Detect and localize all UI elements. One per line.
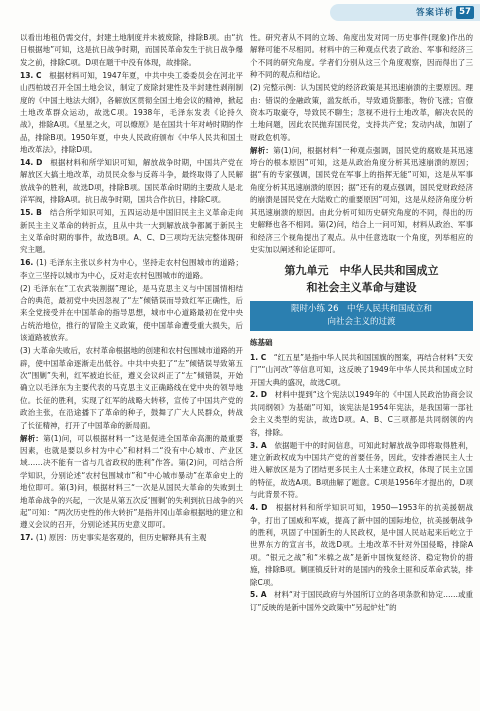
answer-text: 第(1)问，可以根据材料一“这是促进全国革命高潮的最重要因素，也就是要以乡村为中心”和材料二“没有中心城市、产业区域……决不能有一省与几省政权的胜利”作答。第(2)问，可结合所学知识，分别论述“农村包围城市”和“中心城市暴动”在革命史上的地位即可。第(3)问，根据材料三“一次是从国民大革命的失败到土地革命战争的兴起，一次是从第五次反‘围剿’的失利到抗日战争的兴起”可知：“两次历史性的伟大转折”是指井冈山革命根据地的建立和遵义会议的召开，分别论述其历史意义即可。 (20, 433, 244, 530)
question-number: 14. (20, 158, 37, 168)
answer-item (250, 352, 473, 389)
answer-text: 结合所学知识可知，五四运动是中国旧民主主义革命走向新民主主义革命的转折点，且从中共一大到解放战争都属于新民主主义革命时期的事件，故选B项。A、C、D三项均无法完整体现研究主题。 (20, 208, 244, 255)
answer-text: 材料中提到“这个宪法以1949年的《中国人民政治协商会议共同纲领》为基础”可知，该宪法是1954年宪法，是我国第一部社会主义类型的宪法，故选D项。A、B、C三项都是共同纲领的内容，排除。 (250, 390, 473, 437)
question-number: 4. (250, 503, 262, 513)
answer-item (250, 389, 473, 439)
answer-item (20, 157, 243, 207)
quiz-banner-line2: 向社会主义的过渡 (327, 317, 396, 328)
answer-text: (3) 大革命失败后，农村革命根据地的创建和农村包围城市道路的开辟，使中国革命逐渐走出低谷。中共中央犯了“左”倾错误导致第五次“围剿”失利，红军被迫长征，遵义会议纠正了“左”倾错误，开始确立以毛泽东为主要代表的马克思主义正确路线在党中央的领导地位。长征的胜利，实现了红军的战略大转移，宣传了中国共产党的政治主张，在沿途播下了革命的种子，鼓舞了广大人民群众，转战了长征精神，打开了中国革命的新局面。 (20, 346, 244, 430)
answer-text: 以看出地租仍需交付，封建土地制度并未被废除，排除B项。由“抗日根据地”可知，这是抗日战争时期，而国民革命发生于抗日战争爆发之前，排除C项。D项在题干中没有体现，故排除。 (20, 33, 243, 67)
answer-text: (1) 原因：历史事实是客观的，但历史解释具有主观 (35, 533, 207, 543)
answer-text: 依据题干中的时间信息，可知此时解放战争即将取得胜利，建立新政权成为中国共产党的首要任务，因此，安排香港民主人士进入解放区是为了团结更多民主人士来建立政权，体现了民主立国的特征，故选A项。B项曲解了题意。C项是1956年才提出的，D项与此背景不符。 (250, 440, 474, 500)
question-number: 13. (20, 70, 36, 80)
answer-text: 性。研究者从不同的立场、角度出发对同一历史事件(现象)作出的解释可能不尽相同。材料中的三种观点代表了政治、军事和经济三个不同的研究角度。学者们分别从这三个角度观察，因而得出了三种不同的观点和结论。 (250, 33, 473, 80)
answer-paragraph (250, 32, 473, 82)
answer-paragraph (20, 283, 243, 345)
answer-paragraph (20, 32, 243, 69)
unit-subtitle: 和社会主义革命与建设 (306, 281, 417, 295)
answer-text: (2) 完整示例：认为国民党的经济政策是其迅速崩溃的主要原因。理由：错误的金融政策，滥发纸币，导致通货膨胀，物价飞涨；官僚资本巧取豪夺，导致民不聊生；忽视不进行土地改革，解决农民的土地问题，因此农民抛弃国民党，支持共产党；发动内战，加剧了财政危机等。 (250, 83, 474, 142)
answer-item (20, 70, 243, 157)
answer-item (250, 502, 473, 589)
answer-choice: C (36, 70, 42, 80)
answer-paragraph (20, 345, 243, 432)
header-label: 答案详析 (415, 8, 454, 18)
page-number: 57 (456, 6, 474, 19)
answer-text: “红五星”是指中华人民共和国国旗的图案，再结合材料“天安门”“山河改”等信息可知，这反映了1949年中华人民共和国成立时开国大典的盛况，故选C项。 (250, 352, 474, 387)
answer-text: 材料“对于国民政府与外国所订立的各项条款和协定……或重订”反映的是新中国外交政策中“另起炉灶”的 (250, 590, 473, 612)
answer-item (20, 207, 243, 257)
answer-text: 根据材料可知，1947年夏，中共中央工委委员会在河北平山西柏坡召开全国土地会议，制定了废除封建性及半封建性剥削制度的《中国土地法大纲》，各解放区贯彻全国土地会议的精神，掀起土地改革群众运动，故选C项。1938年，毛泽东发表《论持久战》，排除A项。《星星之火，可以燎原》是在国共十年对峙时期的作品，排除B项。1950年夏，中央人民政府颁布《中华人民共和国土地改革法》，排除D项。 (20, 70, 244, 155)
answer-text: (1) 毛泽东主张以乡村为中心，坚持走农村包围城市的道路；李立三坚持以城市为中心，反对走农村包围城市的道路。 (20, 258, 243, 280)
answer-text: 根据材料和所学知识可知，1950—1953年的抗美援朝战争，打出了国威和军威，提高了新中国的国际地位，抗美援朝战争的胜利，巩固了中国新生的人民政权，是中国人民站起来后屹立于世界东方的宣言书，故选D项。土地改革不针对外国侵略，排除A项。“银元之战”和“米棉之战”是新中国恢复经济、稳定物价的措施，排除B项。剿匪镇反针对的是国内的残余土匪和反革命武装，排除C项。 (250, 503, 473, 587)
answer-text: 第(1)问，根据材料“一种观点强调，国民党的腐败是其迅速垮台的根本原因”可知，这是从政治角度分析其迅速崩溃的原因；据“有的专家强调，国民党在军事上的指挥无能”可知，这是从军事角度分析其迅速崩溃的原因；据“还有的观点强调，国民党财政经济的崩溃是国民党在大陆败亡的重要原因”可知，这是从经济角度分析其迅速崩溃的原因。由此分析可知历史研究角度的不同，得出的历史解释也各不相同。第(2)问，结合上一问可知，材料从政治、军事和经济三个视角提出了观点。从中任意选取一个角度，列举相应的史实加以阐述和论证即可。 (250, 145, 474, 254)
answer-item (250, 589, 473, 614)
answer-paragraph (250, 82, 473, 144)
explanation-label: 解析： (20, 433, 44, 443)
answer-item (20, 257, 243, 282)
explanation-paragraph (250, 145, 473, 257)
section-heading: 练基础 (250, 338, 273, 348)
right-column (250, 32, 473, 615)
left-column (20, 32, 243, 545)
answer-choice: B (36, 208, 42, 218)
answer-item (250, 440, 473, 502)
explanation-label: 解析： (250, 145, 274, 155)
answer-choice: C (260, 352, 267, 362)
answer-choice: A (260, 590, 267, 600)
unit-title: 第九单元 中华人民共和国成立 (284, 264, 439, 278)
question-number: 3. (250, 440, 261, 450)
answer-item (20, 532, 243, 544)
answer-choice: A (260, 440, 267, 450)
answer-text: 根据材料和所学知识可知，解放战争时期，中国共产党在解放区大搞土地改革，动员民众参与反蒋斗争，最终取得了人民解放战争的胜利，故选D项，排除B项。国民革命时期的主要敌人是北洋军阀，排除A项。抗日战争时期，国共合作抗日，排除C项。 (20, 158, 244, 205)
quiz-banner-line1: 限时小练 26 中华人民共和国成立和 (290, 304, 433, 315)
question-number: 16. (20, 258, 37, 268)
answer-choice: D (260, 390, 268, 400)
answer-choice: D (261, 503, 268, 513)
question-number: 15. (20, 208, 37, 218)
question-number: 5. (250, 590, 261, 600)
right-top-answers (250, 32, 473, 256)
right-bottom-answers (250, 352, 473, 615)
question-number: 1. (250, 352, 261, 362)
question-number: 17. (20, 533, 36, 543)
question-number: 2. (250, 390, 261, 400)
answer-text: (2) 毛泽东在“工农武装割据”理论，是马克思主义与中国国情相结合的典范，最初党中央因忽视了“左”倾错误而导致红军正确性，后来全党接受并在中国革命的指导思想，城市中心道路最初在党中央占统治地位，推行的冒险主义政策，使中国革命遭受重大损失，后该道路被放弃。 (20, 283, 243, 343)
quiz-banner (250, 301, 473, 331)
answer-choice: D (36, 158, 43, 168)
explanation-paragraph (20, 433, 243, 532)
